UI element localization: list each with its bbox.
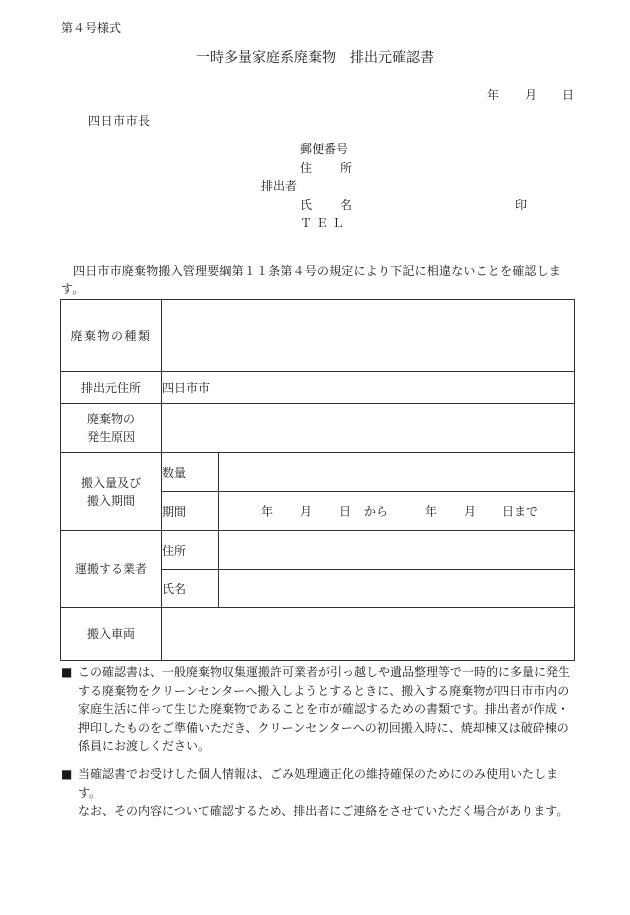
row-waste-type [61, 300, 575, 372]
waste-type-field[interactable] [162, 300, 575, 372]
note-1 [61, 663, 577, 756]
period-end-year: 年 [425, 504, 438, 519]
bullet-icon: ■ [61, 665, 73, 679]
carrier-label: 運搬する業者 [61, 531, 162, 608]
origin-address-field[interactable]: 四日市市 [162, 372, 575, 404]
row-cause [61, 404, 575, 453]
quantity-period-label [61, 453, 162, 531]
date-year: 年 [487, 88, 500, 102]
cause-label-line1: 廃棄物の [86, 412, 135, 426]
cause-label [61, 404, 162, 453]
period-from: から [364, 504, 389, 519]
name-label-a: 氏 [300, 198, 313, 212]
note-2-text-line1: 当確認書でお受けした個人情報は、ごみ処理適正化の維持確保のためにのみ使用いたします。 [78, 767, 559, 800]
origin-address-label: 排出元住所 [61, 372, 162, 404]
cause-label-line2: 発生原因 [86, 430, 135, 444]
note-2 [61, 765, 577, 821]
note-2-text-line2: なお、その内容について確認するため、排出者にご連絡をさせていただく場合があります。 [78, 804, 569, 818]
quantity-period-label-line1: 搬入量及び [80, 475, 141, 490]
postal-code-label: 郵便番号 [300, 142, 349, 156]
period-end-day: 日まで [502, 504, 539, 519]
confirmation-statement: 四日市市廃棄物搬入管理要綱第１１条第４号の規定により下記に相違ないことを確認します。 [61, 264, 562, 296]
tel-label: ＴＥＬ [300, 216, 349, 230]
date-month: 月 [525, 88, 538, 102]
applicant-role-label: 排出者 [261, 179, 298, 193]
period-start-month: 月 [300, 504, 313, 519]
carrier-address-field[interactable] [219, 531, 575, 570]
seal-label: 印 [515, 198, 528, 212]
cause-field[interactable] [162, 404, 575, 453]
address-label-b: 所 [340, 161, 353, 175]
period-field[interactable] [219, 492, 575, 531]
quantity-label: 数量 [162, 453, 219, 492]
bullet-icon: ■ [61, 767, 73, 781]
form-number: 第４号様式 [61, 21, 122, 35]
addressee: 四日市市長 [88, 114, 151, 128]
date-day: 日 [562, 88, 575, 102]
vehicle-label: 搬入車両 [61, 608, 162, 661]
carrier-name-field[interactable] [219, 570, 575, 608]
quantity-field[interactable] [219, 453, 575, 492]
period-start-day: 日 [339, 504, 352, 519]
row-vehicle [61, 608, 575, 661]
period-start-year: 年 [261, 504, 274, 519]
quantity-period-label-line2: 搬入期間 [86, 493, 135, 508]
vehicle-field[interactable] [162, 608, 575, 661]
period-label: 期間 [162, 492, 219, 531]
row-carrier-address [61, 531, 575, 570]
name-label-b: 名 [340, 198, 353, 212]
period-end-month: 月 [464, 504, 477, 519]
row-quantity [61, 453, 575, 492]
row-origin-address [61, 372, 575, 404]
document-title: 一時多量家庭系廃棄物 排出元確認書 [196, 50, 434, 66]
confirmation-form-table [60, 299, 575, 661]
carrier-name-label: 氏名 [162, 570, 219, 608]
waste-type-label: 廃棄物の種類 [61, 300, 162, 372]
address-label-a: 住 [300, 161, 313, 175]
note-1-text: この確認書は、一般廃棄物収集運搬許可業者が引っ越しや遺品整理等で一時的に多量に発生する廃棄物をクリーンセンターへ搬入しようとするときに、搬入する廃棄物が四日市市内の家庭生活に伴って生じた廃棄物であることを市が確認するための書類です。排出者が作成・押印したものをご準備いただき、クリーンセンターへの初回搬入時に、焼却棟又は破砕棟の係員にお渡しください。 [78, 665, 571, 753]
carrier-address-label: 住所 [162, 531, 219, 570]
